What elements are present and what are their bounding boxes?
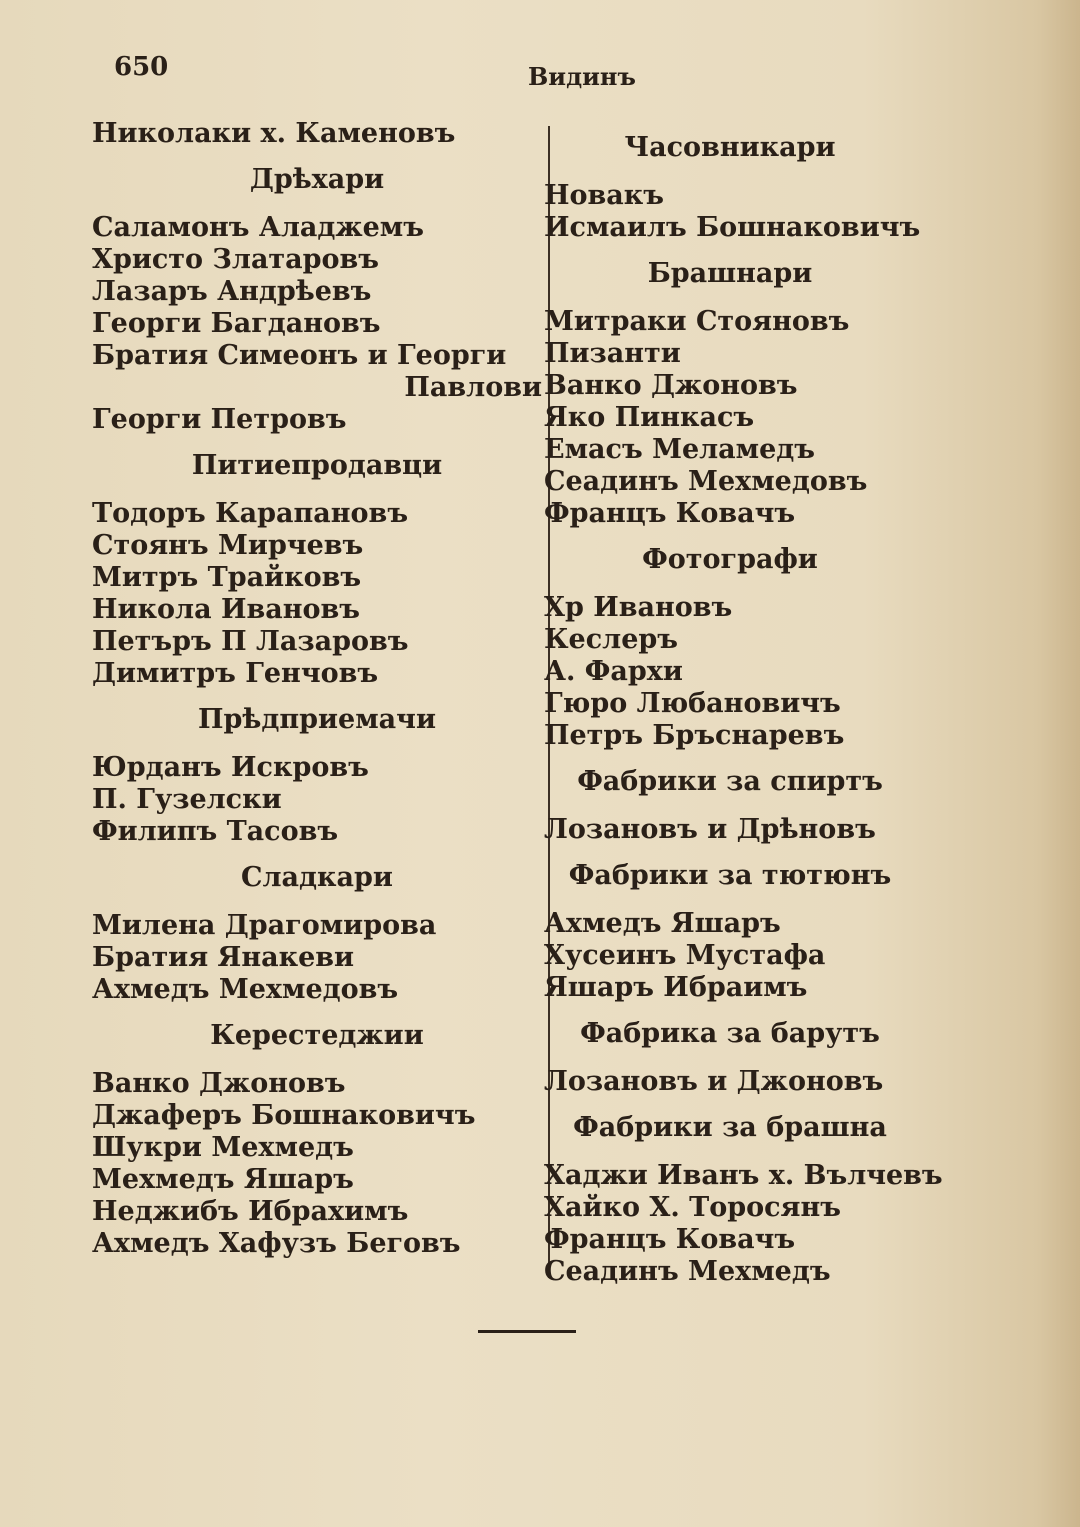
directory-entry: Христо Златаровъ xyxy=(92,244,380,275)
right-column xyxy=(544,118,943,1288)
directory-entry: Димитръ Генчовъ xyxy=(92,658,379,689)
directory-entry: Саламонъ Аладжемъ xyxy=(92,212,424,243)
directory-entry: Яко Пинкасъ xyxy=(544,402,755,433)
directory-entry: Никола Ивановъ xyxy=(92,594,360,625)
directory-entry: Митръ Трайковъ xyxy=(92,562,362,593)
section-heading: Керестеджии xyxy=(210,1020,424,1051)
directory-entry: Георги Багдановъ xyxy=(92,308,381,339)
directory-entry: Ванко Джоновъ xyxy=(92,1068,346,1099)
directory-entry: Шукри Мехмедъ xyxy=(92,1132,354,1163)
directory-entry: П. Гузелски xyxy=(92,784,282,815)
directory-entry: Николаки х. Каменовъ xyxy=(92,118,456,149)
section-heading: Фотографи xyxy=(642,544,818,575)
directory-entry: Гюро Любановичъ xyxy=(544,688,841,719)
directory-entry: А. Фархи xyxy=(544,656,683,687)
section-heading: Часовникари xyxy=(624,132,836,163)
directory-entry: Тодоръ Карапановъ xyxy=(92,498,409,529)
page-number: 650 xyxy=(114,52,169,82)
directory-entry: Неджибъ Ибрахимъ xyxy=(92,1196,409,1227)
directory-entry: Лозановъ и Дрѣновъ xyxy=(544,814,876,845)
directory-entry: Хусеинъ Мустафа xyxy=(544,940,826,971)
directory-entry: Ванко Джоновъ xyxy=(544,370,798,401)
directory-entry: Хаджи Иванъ х. Вълчевъ xyxy=(544,1160,943,1191)
directory-entry: Сеадинъ Мехмедовъ xyxy=(544,466,868,497)
section-heading: Фабрики за тютюнъ xyxy=(568,860,892,891)
directory-entry: Ахмедъ Мехмедовъ xyxy=(92,974,399,1005)
section-heading: Прѣдприемачи xyxy=(198,704,436,735)
directory-entry: Хр Ивановъ xyxy=(544,592,733,623)
directory-entry: Георги Петровъ xyxy=(92,404,347,435)
directory-entry: Филипъ Тасовъ xyxy=(92,816,339,847)
section-heading: Дрѣхари xyxy=(249,164,385,195)
directory-entry: Ахмедъ Яшаръ xyxy=(544,908,781,939)
section-heading: Брашнари xyxy=(647,258,813,289)
directory-entry: Джаферъ Бошнаковичъ xyxy=(92,1100,476,1131)
directory-entry: Хайко Х. Торосянъ xyxy=(544,1192,841,1223)
directory-entry: Сеадинъ Мехмедъ xyxy=(544,1256,831,1287)
directory-entry: Исмаилъ Бошнаковичъ xyxy=(544,212,921,243)
directory-entry: Милена Драгомирова xyxy=(92,910,437,941)
directory-entry: Лозановъ и Джоновъ xyxy=(544,1066,884,1097)
directory-entry: Петъръ П Лазаровъ xyxy=(92,626,409,657)
directory-entry: Пизанти xyxy=(544,338,681,369)
directory-entry: Ахмедъ Хафузъ Беговъ xyxy=(92,1228,461,1259)
section-heading: Фабрика за барутъ xyxy=(580,1018,880,1049)
entry-continuation: Павлови xyxy=(404,372,542,403)
directory-entry: Новакъ xyxy=(544,180,664,211)
directory-entry: Петръ Бръснаревъ xyxy=(544,720,845,751)
section-heading: Сладкари xyxy=(241,862,393,893)
directory-entry: Лазаръ Андрѣевъ xyxy=(92,276,372,307)
directory-entry: Юрданъ Искровъ xyxy=(92,752,369,783)
left-column xyxy=(92,118,542,1260)
directory-entry: Францъ Ковачъ xyxy=(544,1224,796,1255)
section-heading: Фабрики за спиртъ xyxy=(577,766,883,797)
directory-entry: Братия Янакеви xyxy=(92,942,355,973)
directory-entry: Стоянъ Мирчевъ xyxy=(92,530,364,561)
section-heading: Питиепродавци xyxy=(191,450,443,481)
running-head: Видинъ xyxy=(528,62,636,91)
directory-entry: Митраки Стояновъ xyxy=(544,306,850,337)
section-heading: Фабрики за брашна xyxy=(573,1112,887,1143)
directory-entry: Кеслеръ xyxy=(544,624,678,655)
directory-entry xyxy=(92,340,542,404)
directory-entry: Яшаръ Ибраимъ xyxy=(544,972,808,1003)
directory-entry: Мехмедъ Яшаръ xyxy=(92,1164,354,1195)
entry-text: Братия Симеонъ и Георги xyxy=(92,340,507,371)
directory-entry: Францъ Ковачъ xyxy=(544,498,796,529)
directory-entry: Емасъ Меламедъ xyxy=(544,434,816,465)
end-rule xyxy=(478,1330,576,1333)
